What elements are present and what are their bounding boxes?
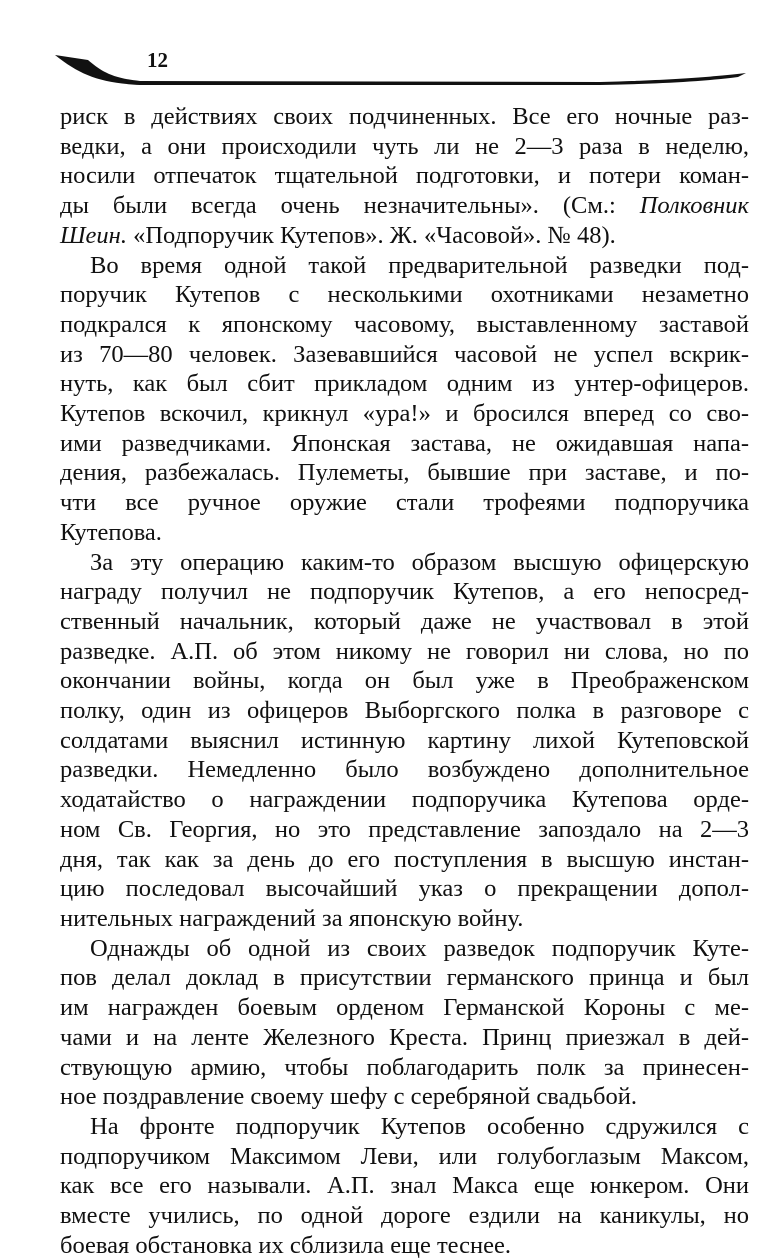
page-header xyxy=(0,0,782,100)
text-line: разведки. Немедленно было возбуждено дополнительное xyxy=(60,756,749,784)
text-segment: «Подпоручик Кутепов». Ж. «Часовой». № 48). xyxy=(126,221,616,249)
text-line: цию последовал высочайший указ о прекращении допол- xyxy=(60,875,749,903)
text-line: вместе учились, по одной дороге ездили на каникулы, но xyxy=(60,1202,749,1230)
body-text xyxy=(60,102,749,1260)
paragraph xyxy=(60,548,749,934)
paragraph xyxy=(60,1112,749,1260)
text-line: ведки, а они происходили чуть ли не 2—3 раза в неделю, xyxy=(60,132,749,160)
text-line xyxy=(60,221,749,251)
text-line: ное поздравление своему шефу с серебряной свадьбой. xyxy=(60,1083,638,1111)
text-segment: ды были всегда очень незначительны». (См.: xyxy=(60,192,640,220)
text-line: ственный начальник, который даже не участвовал в этой xyxy=(60,607,749,635)
paragraph xyxy=(60,934,749,1112)
text-line: ном Св. Георгия, но это представление запоздало на 2—3 xyxy=(60,815,749,843)
text-line: из 70—80 человек. Зазевавшийся часовой не успел вскрик- xyxy=(60,340,749,368)
text-line xyxy=(60,191,749,221)
text-line: ими разведчиками. Японская застава, не ожидавшая напа- xyxy=(60,429,749,457)
text-line: риск в действиях своих подчиненных. Все его ночные раз- xyxy=(60,103,749,130)
text-line: дения, разбежалась. Пулеметы, бывшие при заставе, и по- xyxy=(60,459,749,487)
text-line: чти все ручное оружие стали трофеями подпоручика xyxy=(60,489,749,517)
text-line: подкрался к японскому часовому, выставленному заставой xyxy=(60,310,749,338)
text-line: нуть, как был сбит прикладом одним из унтер-офицеров. xyxy=(60,370,749,398)
text-line: ходатайство о награждении подпоручика Кутепова орде- xyxy=(60,786,749,814)
text-line: чами и на ленте Железного Креста. Принц приезжал в дей- xyxy=(60,1023,749,1051)
text-line: дня, так как за день до его поступления в высшую инстан- xyxy=(60,845,749,873)
decorative-header-rule xyxy=(0,0,782,100)
text-line: Кутепова. xyxy=(60,518,162,546)
paragraph xyxy=(60,251,749,548)
paragraph xyxy=(60,102,749,251)
text-line: окончании войны, когда он был уже в Преображенском xyxy=(60,667,749,695)
italic-author: Шеин. xyxy=(60,221,127,249)
text-line: подпоручиком Максимом Леви, или голубоглазым Максом, xyxy=(60,1142,749,1170)
text-line: как все его называли. А.П. знал Макса еще юнкером. Они xyxy=(60,1172,749,1200)
text-line: разведке. А.П. об этом никому не говорил ни слова, но по xyxy=(60,637,749,665)
text-line: награду получил не подпоручик Кутепов, а его непосред- xyxy=(60,578,749,606)
text-line: На фронте подпоручик Кутепов особенно сдружился с xyxy=(90,1112,749,1140)
text-line: ствующую армию, чтобы поблагодарить полк за принесен- xyxy=(60,1053,749,1081)
text-line: Однажды об одной из своих разведок подпоручик Куте- xyxy=(90,934,749,962)
text-line: боевая обстановка их сблизила еще теснее. xyxy=(60,1231,511,1259)
text-line: солдатами выяснил истинную картину лихой Кутеповской xyxy=(60,726,749,754)
italic-author: Полковник xyxy=(639,192,749,220)
text-line: пов делал доклад в присутствии германского принца и был xyxy=(60,964,749,992)
text-line: носили отпечаток тщательной подготовки, и потери коман- xyxy=(60,162,749,190)
text-line: За эту операцию каким-то образом высшую офицерскую xyxy=(90,548,749,576)
text-line: Кутепов вскочил, крикнул «ура!» и бросился вперед со сво- xyxy=(60,400,749,428)
page-number: 12 xyxy=(147,48,168,72)
text-line: полку, один из офицеров Выборгского полка в разговоре с xyxy=(60,697,749,725)
text-line: Во время одной такой предварительной разведки под- xyxy=(90,251,749,279)
text-line: поручик Кутепов с несколькими охотниками незаметно xyxy=(60,281,749,309)
text-line: нительных награждений за японскую войну. xyxy=(60,904,524,932)
text-line: им награжден боевым орденом Германской Короны с ме- xyxy=(60,994,749,1022)
